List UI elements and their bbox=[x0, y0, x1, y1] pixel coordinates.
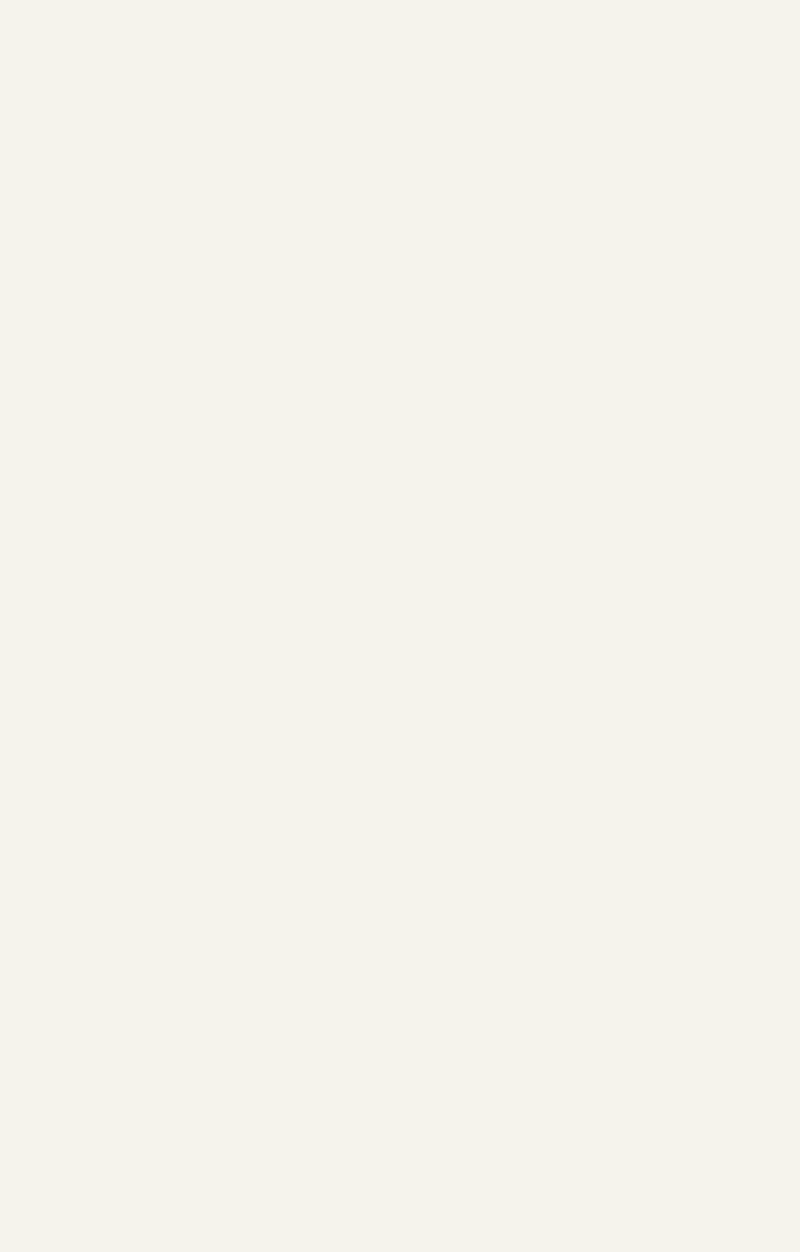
root-illustration bbox=[330, 100, 770, 800]
figure-root-cross-section bbox=[330, 100, 770, 800]
